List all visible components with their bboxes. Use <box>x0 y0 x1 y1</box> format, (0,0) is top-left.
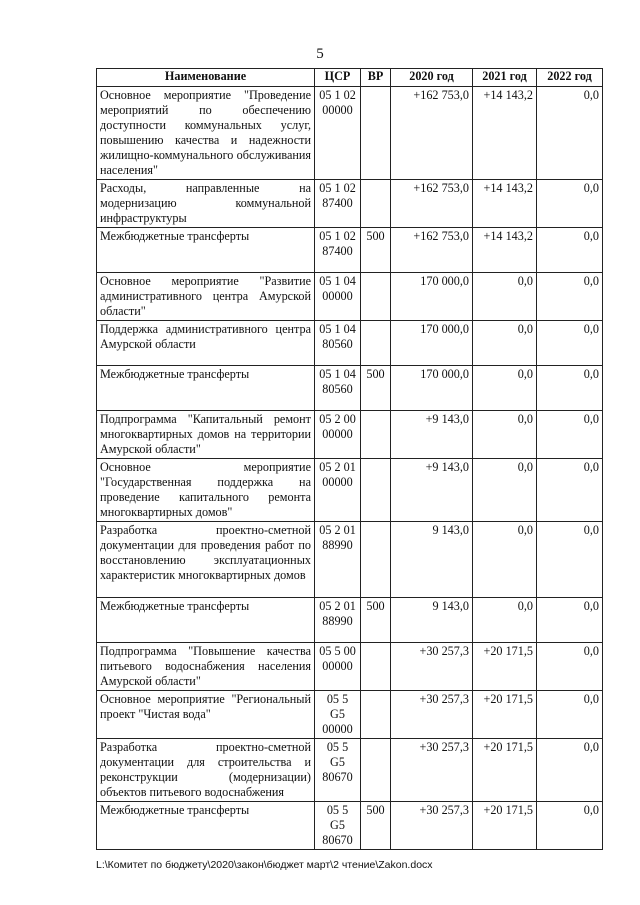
cell-2020: +162 753,0 <box>391 228 473 273</box>
cell-2021: +20 171,5 <box>473 643 537 691</box>
cell-2020: 170 000,0 <box>391 366 473 411</box>
table-row <box>97 321 603 366</box>
cell-2020: 170 000,0 <box>391 321 473 366</box>
cell-2022: 0,0 <box>537 180 603 228</box>
table-row <box>97 228 603 273</box>
cell-name: Межбюджетные трансферты <box>97 598 315 643</box>
cell-vr <box>361 180 391 228</box>
cell-vr <box>361 643 391 691</box>
cell-csr: 05 5 G5 00000 <box>315 691 361 739</box>
cell-vr <box>361 273 391 321</box>
cell-2020: 9 143,0 <box>391 598 473 643</box>
cell-2022: 0,0 <box>537 273 603 321</box>
cell-vr: 500 <box>361 228 391 273</box>
table-row <box>97 366 603 411</box>
cell-name: Межбюджетные трансферты <box>97 802 315 850</box>
cell-2022: 0,0 <box>537 228 603 273</box>
cell-2021: +20 171,5 <box>473 739 537 802</box>
cell-name: Разработка проектно-сметной документации для строительства и реконструкции (модернизации) объектов питьевого водоснабжения <box>97 739 315 802</box>
cell-name: Основное мероприятие "Государственная поддержка на проведение капитального ремонта многоквартирных домов" <box>97 459 315 522</box>
cell-2020: +9 143,0 <box>391 459 473 522</box>
cell-vr <box>361 691 391 739</box>
cell-2021: +20 171,5 <box>473 691 537 739</box>
cell-csr: 05 1 02 87400 <box>315 180 361 228</box>
cell-2021: 0,0 <box>473 321 537 366</box>
cell-name: Подпрограмма "Капитальный ремонт многоквартирных домов на территории Амурской области" <box>97 411 315 459</box>
header-2020: 2020 год <box>391 69 473 87</box>
cell-2021: +14 143,2 <box>473 180 537 228</box>
cell-2021: +20 171,5 <box>473 802 537 850</box>
cell-2022: 0,0 <box>537 87 603 180</box>
cell-2020: +162 753,0 <box>391 180 473 228</box>
cell-2022: 0,0 <box>537 598 603 643</box>
cell-name: Основное мероприятие "Региональный проект "Чистая вода" <box>97 691 315 739</box>
cell-2021: 0,0 <box>473 366 537 411</box>
cell-csr: 05 2 01 88990 <box>315 598 361 643</box>
cell-csr: 05 2 01 00000 <box>315 459 361 522</box>
cell-csr: 05 2 00 00000 <box>315 411 361 459</box>
cell-2022: 0,0 <box>537 411 603 459</box>
cell-vr <box>361 87 391 180</box>
table-row <box>97 643 603 691</box>
cell-2022: 0,0 <box>537 691 603 739</box>
cell-2021: 0,0 <box>473 598 537 643</box>
cell-csr: 05 1 04 80560 <box>315 366 361 411</box>
header-vr: ВР <box>361 69 391 87</box>
cell-2022: 0,0 <box>537 321 603 366</box>
table-row <box>97 739 603 802</box>
header-2022: 2022 год <box>537 69 603 87</box>
cell-2021: 0,0 <box>473 411 537 459</box>
cell-name: Основное мероприятие "Проведение мероприятий по обеспечению доступности коммунальных услуг, повышению качества и надежности жилищно-коммунального обслуживания населения" <box>97 87 315 180</box>
cell-name: Межбюджетные трансферты <box>97 228 315 273</box>
cell-2021: 0,0 <box>473 522 537 598</box>
cell-2022: 0,0 <box>537 459 603 522</box>
cell-2022: 0,0 <box>537 802 603 850</box>
table-row <box>97 522 603 598</box>
cell-2020: 9 143,0 <box>391 522 473 598</box>
table-row <box>97 691 603 739</box>
cell-csr: 05 5 G5 80670 <box>315 802 361 850</box>
cell-vr <box>361 459 391 522</box>
cell-2021: 0,0 <box>473 273 537 321</box>
cell-vr: 500 <box>361 598 391 643</box>
header-csr: ЦСР <box>315 69 361 87</box>
table-body <box>97 87 603 850</box>
cell-csr: 05 1 02 00000 <box>315 87 361 180</box>
table-row <box>97 273 603 321</box>
cell-name: Подпрограмма "Повышение качества питьевого водоснабжения населения Амурской области" <box>97 643 315 691</box>
cell-csr: 05 5 00 00000 <box>315 643 361 691</box>
cell-2020: 170 000,0 <box>391 273 473 321</box>
cell-vr: 500 <box>361 366 391 411</box>
cell-2021: +14 143,2 <box>473 228 537 273</box>
table-row <box>97 180 603 228</box>
cell-2020: +162 753,0 <box>391 87 473 180</box>
cell-csr: 05 1 02 87400 <box>315 228 361 273</box>
cell-2021: 0,0 <box>473 459 537 522</box>
table-row <box>97 411 603 459</box>
cell-2021: +14 143,2 <box>473 87 537 180</box>
budget-table <box>96 68 603 850</box>
table-row <box>97 802 603 850</box>
cell-csr: 05 5 G5 80670 <box>315 739 361 802</box>
cell-name: Разработка проектно-сметной документации для проведения работ по восстановлению эксплуатационных характеристик многоквартирных домов <box>97 522 315 598</box>
cell-name: Межбюджетные трансферты <box>97 366 315 411</box>
footer-file-path: L:\Комитет по бюджету\2020\закон\бюджет март\2 чтение\Zakon.docx <box>96 859 433 871</box>
cell-vr: 500 <box>361 802 391 850</box>
cell-csr: 05 1 04 80560 <box>315 321 361 366</box>
cell-name: Расходы, направленные на модернизацию коммунальной инфраструктуры <box>97 180 315 228</box>
cell-vr <box>361 739 391 802</box>
page-number: 5 <box>316 46 324 62</box>
header-2021: 2021 год <box>473 69 537 87</box>
cell-2022: 0,0 <box>537 366 603 411</box>
cell-vr <box>361 522 391 598</box>
cell-csr: 05 2 01 88990 <box>315 522 361 598</box>
cell-csr: 05 1 04 00000 <box>315 273 361 321</box>
cell-2020: +30 257,3 <box>391 691 473 739</box>
cell-vr <box>361 411 391 459</box>
cell-2020: +9 143,0 <box>391 411 473 459</box>
cell-2020: +30 257,3 <box>391 739 473 802</box>
cell-2022: 0,0 <box>537 739 603 802</box>
cell-name: Поддержка административного центра Амурской области <box>97 321 315 366</box>
cell-vr <box>361 321 391 366</box>
table-row <box>97 598 603 643</box>
table-header-row <box>97 69 603 87</box>
cell-2022: 0,0 <box>537 643 603 691</box>
cell-name: Основное мероприятие "Развитие административного центра Амурской области" <box>97 273 315 321</box>
table-row <box>97 87 603 180</box>
header-name: Наименование <box>97 69 315 87</box>
cell-2020: +30 257,3 <box>391 802 473 850</box>
cell-2020: +30 257,3 <box>391 643 473 691</box>
table-row <box>97 459 603 522</box>
cell-2022: 0,0 <box>537 522 603 598</box>
